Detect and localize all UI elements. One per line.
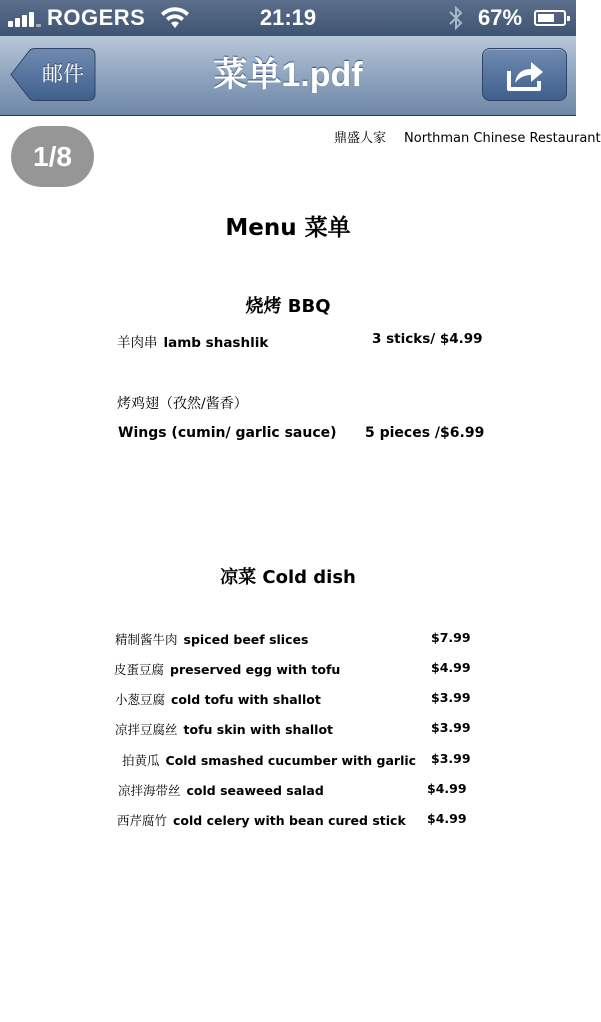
page-indicator: 1/8 <box>11 126 94 187</box>
menu-item-name-cn: 凉拌豆腐丝 <box>115 722 178 737</box>
restaurant-name-cn: 鼎盛人家 <box>334 131 387 146</box>
menu-item-name <box>117 811 406 829</box>
status-bar <box>0 0 576 36</box>
share-button[interactable] <box>482 48 567 101</box>
menu-item-name-cn: 小葱豆腐 <box>115 692 166 707</box>
menu-item <box>0 630 576 650</box>
section-title-bbq: 烧烤 BBQ <box>245 296 331 317</box>
restaurant-name-en: Northman Chinese Restaurant <box>404 131 601 146</box>
menu-item-name <box>114 660 340 678</box>
menu-item-price: $3.99 <box>431 751 471 766</box>
menu-item-name-en: cold tofu with shallot <box>171 692 321 707</box>
back-button-label: 邮件 <box>42 63 84 86</box>
menu-item-name-en: tofu skin with shallot <box>183 722 334 737</box>
menu-item-name-en: cold celery with bean cured stick <box>173 813 406 828</box>
menu-item-name <box>115 720 333 738</box>
menu-item-name <box>115 690 321 708</box>
menu-item-name-en: Wings (cumin/ garlic sauce) <box>118 425 337 441</box>
navigation-bar <box>0 36 576 116</box>
menu-item <box>0 660 576 680</box>
battery-percent: 67% <box>478 5 523 30</box>
menu-item-name-cn: 精制酱牛肉 <box>115 632 178 647</box>
menu-item <box>0 811 576 831</box>
section-title-cold-dish: 凉菜 Cold dish <box>220 567 356 588</box>
battery-fill <box>538 14 554 22</box>
menu-item-name-cn: 羊肉串 <box>117 335 158 351</box>
menu-item <box>0 690 576 710</box>
menu-item-price: $4.99 <box>427 811 467 826</box>
menu-item-price: $4.99 <box>427 781 467 796</box>
clock: 21:19 <box>259 5 317 30</box>
menu-title: Menu 菜单 <box>225 215 351 241</box>
menu-item-name-cn: 拍黄瓜 <box>122 753 160 768</box>
page-title: 菜单1.pdf <box>213 56 363 94</box>
wings-name-cn: 烤鸡翅（孜然/酱香） <box>117 396 248 412</box>
carrier-name: ROGERS <box>47 5 146 30</box>
menu-item-name <box>122 751 416 769</box>
back-button[interactable] <box>10 48 96 101</box>
share-icon <box>503 57 547 93</box>
menu-item-name-cn: 凉拌海带丝 <box>118 783 181 798</box>
menu-item <box>0 720 576 740</box>
menu-item-price: $4.99 <box>431 660 471 675</box>
restaurant-header <box>334 127 601 146</box>
menu-item-name-en: lamb shashlik <box>163 335 269 351</box>
menu-item-name-en: spiced beef slices <box>183 632 309 647</box>
menu-item-name-en: preserved egg with tofu <box>170 662 341 677</box>
menu-item-price: $3.99 <box>431 720 471 735</box>
pdf-page[interactable] <box>0 117 601 1022</box>
bluetooth-icon <box>447 4 465 32</box>
menu-item-name-en: cold seaweed salad <box>186 783 324 798</box>
menu-item-name <box>117 331 268 351</box>
menu-item-price: $3.99 <box>431 690 471 705</box>
menu-item-name-cn: 西芹腐竹 <box>117 813 168 828</box>
menu-item-price: 5 pieces /$6.99 <box>365 425 485 441</box>
menu-item <box>0 331 576 351</box>
menu-item-name <box>115 630 308 648</box>
menu-item <box>0 751 576 771</box>
menu-item-price: 3 sticks/ $4.99 <box>372 331 483 347</box>
menu-item-name <box>118 781 324 799</box>
menu-item-price: $7.99 <box>431 630 471 645</box>
menu-item-name-cn: 皮蛋豆腐 <box>114 662 165 677</box>
menu-item <box>0 425 576 445</box>
menu-item-name-en: Cold smashed cucumber with garlic <box>165 753 417 768</box>
battery-icon <box>534 10 566 26</box>
menu-item <box>0 781 576 801</box>
